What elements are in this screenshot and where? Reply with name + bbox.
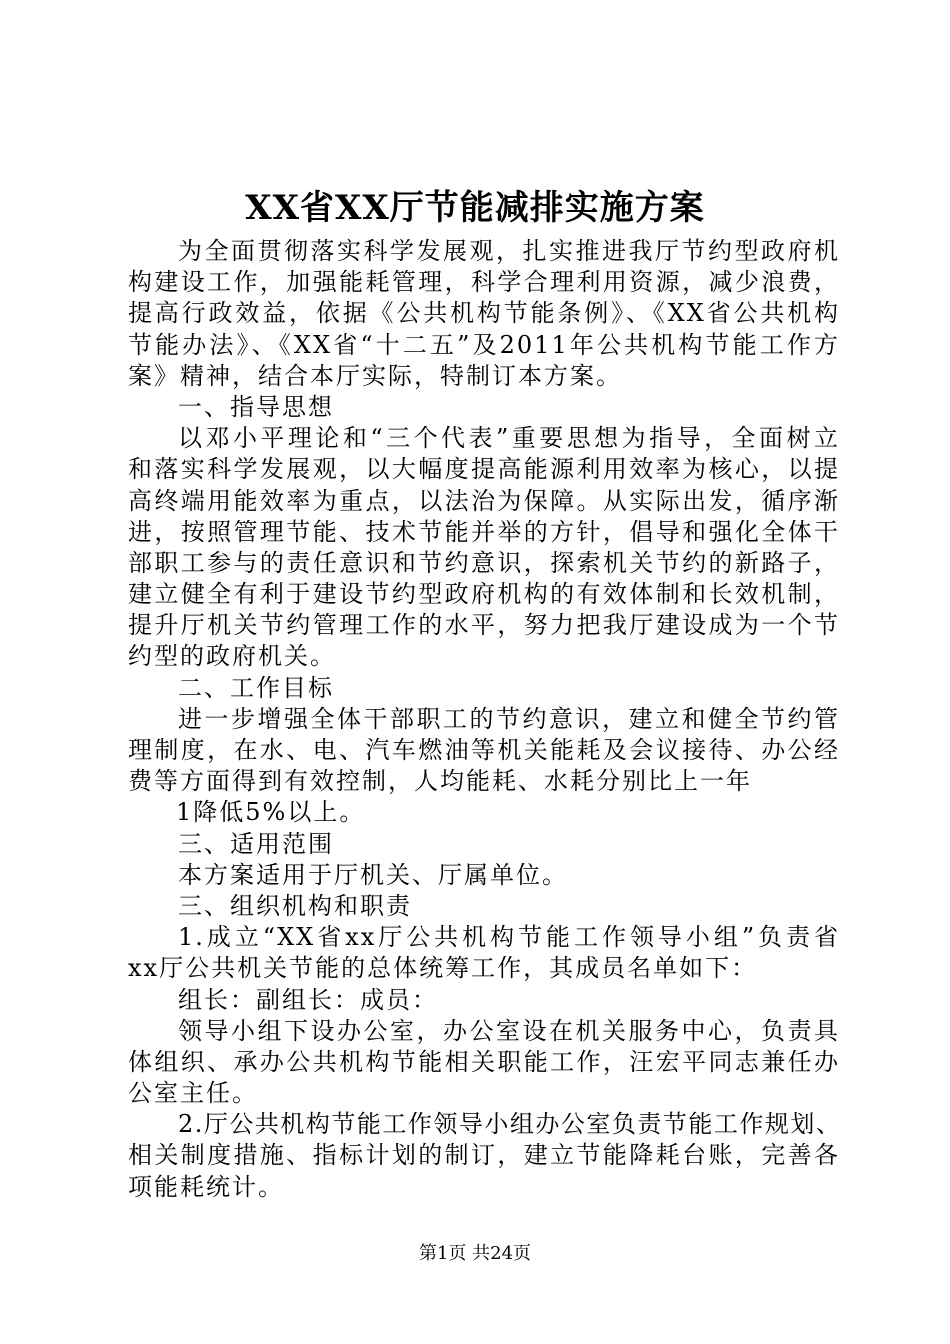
body-line: 2.厅公共机构节能工作领导小组办公室负责节能工作规划、 <box>178 1110 842 1139</box>
body-line: 和落实科学发展观，以大幅度提高能源利用效率为核心，以提 <box>128 455 840 484</box>
body-line: 进一步增强全体干部职工的节约意识，建立和健全节约管 <box>178 704 840 733</box>
body-line: 高终端用能效率为重点，以法治为保障。从实际出发，循序渐 <box>128 486 840 515</box>
body-line: 理制度，在水、电、汽车燃油等机关能耗及会议接待、办公经 <box>128 736 840 764</box>
body-line: 为全面贯彻落实科学发展观，扎实推进我厅节约型政府机 <box>178 237 840 265</box>
body-line: 公室主任。 <box>128 1079 258 1108</box>
section-heading: 一、指导思想 <box>178 392 334 421</box>
document-body <box>128 236 840 1203</box>
body-line: 组长：副组长：成员： <box>178 985 438 1014</box>
body-line: 约型的政府机关。 <box>128 642 336 671</box>
body-line: 进，按照管理节能、技术节能并举的方针，倡导和强化全体干 <box>128 517 840 546</box>
body-line: xx厅公共机关节能的总体统筹工作，其成员名单如下： <box>128 954 758 983</box>
body-line: 1降低5%以上。 <box>176 798 366 827</box>
section-heading: 三、适用范围 <box>178 829 334 858</box>
body-line: 节能办法》、《XX省“十二五”及2011年公共机构节能工作方 <box>128 330 840 359</box>
body-line: 构建设工作，加强能耗管理，科学合理利用资源，减少浪费， <box>128 268 840 297</box>
body-line: 本方案适用于厅机关、厅属单位。 <box>178 860 568 889</box>
body-line: 1.成立“XX省xx厅公共机构节能工作领导小组”负责省 <box>178 923 840 952</box>
body-line: 建立健全有利于建设节约型政府机构的有效体制和长效机制， <box>128 580 840 609</box>
section-heading: 三、组织机构和职责 <box>178 891 412 920</box>
body-line: 领导小组下设办公室，办公室设在机关服务中心，负责具 <box>178 1016 840 1045</box>
body-line: 提升厅机关节约管理工作的水平，努力把我厅建设成为一个节 <box>128 611 840 640</box>
body-line: 项能耗统计。 <box>128 1172 284 1201</box>
page-footer: 第1页 共24页 <box>418 1243 532 1264</box>
document-title: XX省XX厅节能减排实施方案 <box>245 188 705 228</box>
body-line: 案》精神，结合本厅实际，特制订本方案。 <box>128 361 622 390</box>
body-line: 以邓小平理论和“三个代表”重要思想为指导，全面树立 <box>178 424 840 453</box>
section-heading: 二、工作目标 <box>178 673 334 702</box>
body-line: 部职工参与的责任意识和节约意识，探索机关节约的新路子， <box>128 548 840 577</box>
body-line: 体组织、承办公共机构节能相关职能工作，汪宏平同志兼任办 <box>128 1047 840 1076</box>
body-line: 提高行政效益，依据《公共机构节能条例》、《XX省公共机构 <box>128 299 840 328</box>
body-line: 相关制度措施、指标计划的制订，建立节能降耗台账，完善各 <box>128 1141 840 1170</box>
body-line: 费等方面得到有效控制，人均能耗、水耗分别比上一年 <box>128 767 752 796</box>
